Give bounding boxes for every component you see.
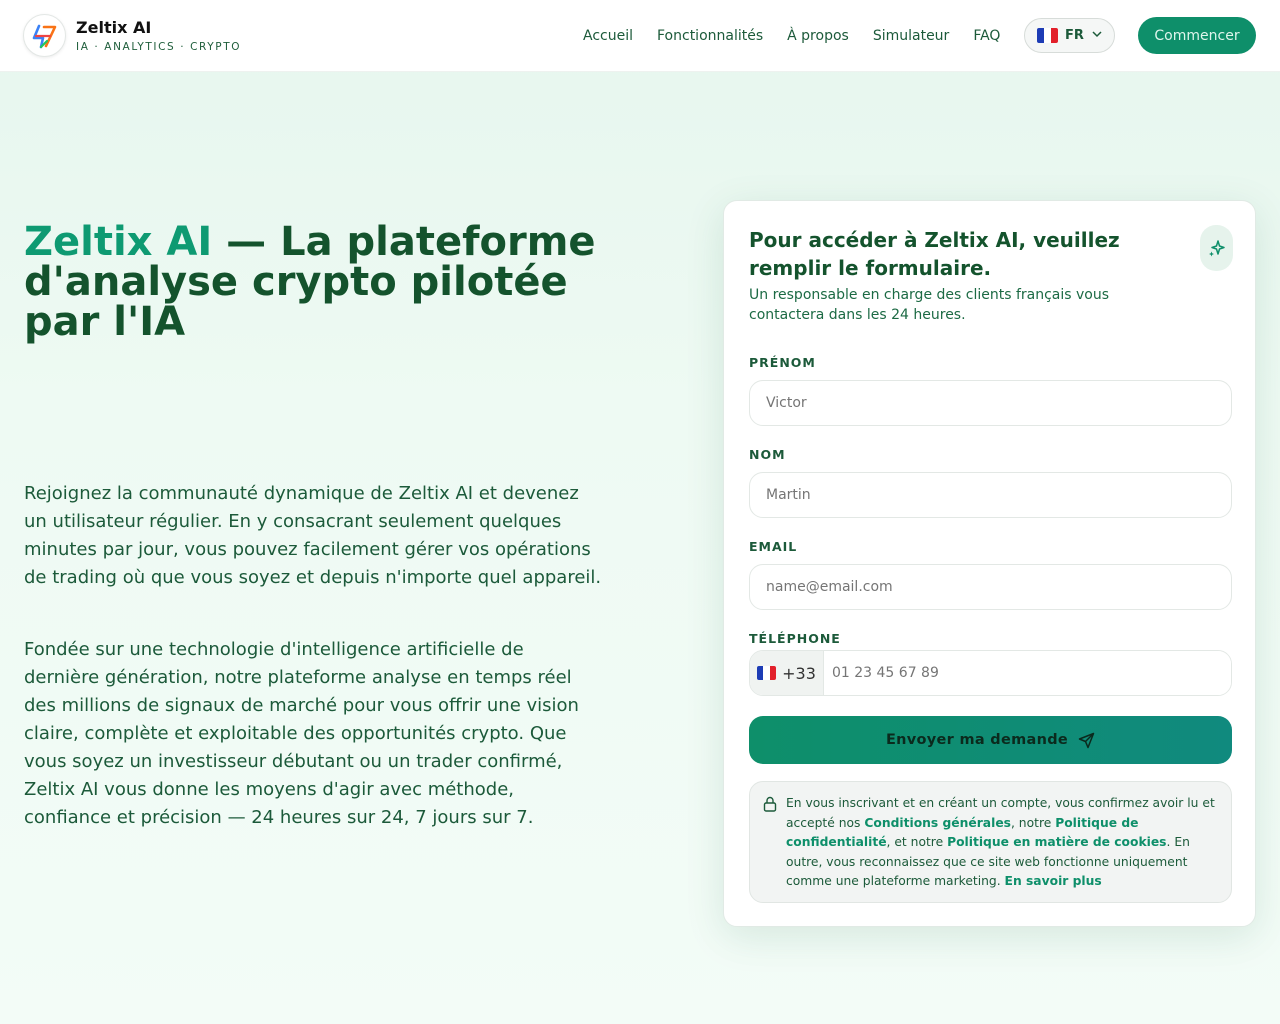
form-title: Pour accéder à Zeltix AI, veuillez remplir le formulaire. <box>749 228 1120 280</box>
email-label: EMAIL <box>749 539 798 554</box>
brand-tagline: IA · ANALYTICS · CRYPTO <box>76 40 242 53</box>
hero-title-rest: — La plateforme d'analyse crypto pilotée par l'IA <box>24 219 596 345</box>
phone-field <box>749 650 1232 696</box>
lastname-input[interactable] <box>749 472 1232 518</box>
nav-link-a-propos[interactable]: À propos <box>787 28 849 44</box>
legal-text-part: , notre <box>1010 815 1056 830</box>
legal-notice <box>749 781 1232 903</box>
phone-input[interactable] <box>824 651 1231 695</box>
learn-more-link[interactable]: En savoir plus <box>1004 874 1102 888</box>
nav-link-faq[interactable]: FAQ <box>973 28 1001 44</box>
privacy-policy-link[interactable]: Politique de confidentialité <box>786 815 1139 849</box>
send-icon <box>1078 732 1095 749</box>
chevron-down-icon <box>1092 30 1102 41</box>
start-button[interactable]: Commencer <box>1138 17 1256 54</box>
email-input[interactable] <box>749 564 1232 610</box>
phone-label: TÉLÉPHONE <box>749 631 841 646</box>
hero-title <box>24 219 644 345</box>
main-nav <box>583 26 1024 46</box>
sparkles-icon <box>1200 225 1233 271</box>
legal-text-part: En vous inscrivant et en créant un compte, vous confirmez avoir lu et accepté nos <box>786 796 1215 830</box>
phone-country-selector[interactable] <box>750 651 824 695</box>
hero-paragraph-1: Rejoignez la communauté dynamique de Zeltix AI et devenez un utilisateur régulier. En y consacrant seulement quelques minutes par jour, vous pouvez facilement gérer vos opérations de trading où que vous soyez et depuis n'importe quel appareil. <box>24 483 602 588</box>
legal-text <box>786 794 1218 892</box>
firstname-label: PRÉNOM <box>749 355 816 370</box>
signup-form-card <box>723 200 1256 927</box>
lock-icon <box>763 796 777 812</box>
hero-paragraph-2: Fondée sur une technologie d'intelligence artificielle de dernière génération, notre plateforme analyse en temps réel des millions de signaux de marché pour vous offrir une vision claire, complète et exploitable des opportunités crypto. Que vous soyez un investisseur débutant ou un trader confirmé, Zeltix AI vous donne les moyens d'agir avec méthode, confiance et précision — 24 heures sur 24, 7 jours sur 7. <box>24 639 579 828</box>
nav-link-fonctionnalites[interactable]: Fonctionnalités <box>657 28 764 44</box>
nav-link-simulateur[interactable]: Simulateur <box>872 28 950 44</box>
france-flag-icon <box>1037 28 1058 43</box>
legal-text-part: , et notre <box>886 835 948 849</box>
hero-title-accent: Zeltix AI <box>24 219 213 265</box>
legal-text-part: . En outre, vous reconnaissez que ce site web fonctionne uniquement comme une plateforme marketing. <box>786 835 1190 888</box>
france-flag-icon <box>757 666 776 680</box>
site-header <box>0 0 1280 72</box>
language-selector[interactable] <box>1024 18 1115 53</box>
phone-country-code: +33 <box>782 663 816 683</box>
submit-button[interactable] <box>749 716 1232 764</box>
lastname-label: NOM <box>749 447 786 462</box>
brand-logo-link[interactable] <box>23 14 241 57</box>
firstname-input[interactable] <box>749 380 1232 426</box>
form-subtitle: Un responsable en charge des clients français vous contactera dans les 24 heures. <box>749 287 1110 323</box>
cookie-policy-link[interactable]: Politique en matière de cookies <box>947 835 1167 849</box>
submit-button-label: Envoyer ma demande <box>885 732 1069 748</box>
terms-link[interactable]: Conditions générales <box>864 815 1011 830</box>
brand-name: Zeltix AI <box>76 17 152 37</box>
brand-logo-icon <box>23 14 66 57</box>
nav-link-accueil[interactable]: Accueil <box>583 28 633 44</box>
language-code: FR <box>1065 28 1084 43</box>
